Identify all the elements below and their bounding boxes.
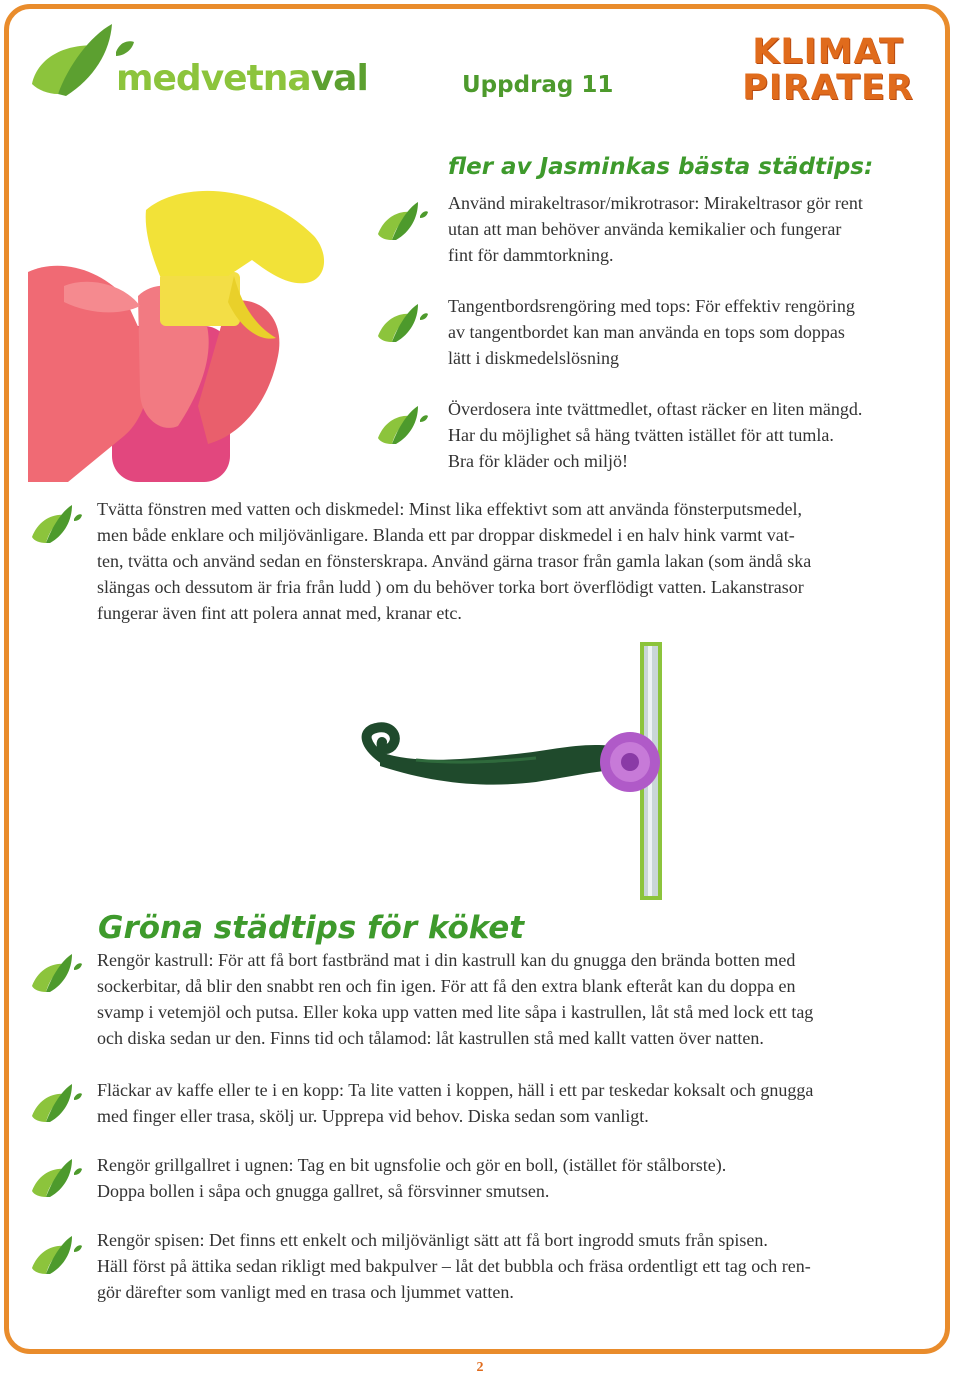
squeegee-icon [356, 636, 672, 906]
logo-line2: PIRATER [742, 68, 914, 108]
tip-line: ten, tvätta och använd sedan en fönsterskrapa. Använd gärna trasor från gamla lakan (som ändå ska [97, 551, 812, 571]
leaf-icon [376, 404, 428, 446]
tip-line: slängas och dessutom är fria från ludd ) om du behöver torka bort överflödigt vatten. Lakanstrasor [97, 577, 804, 597]
tip-line: sockerbitar, då blir den snabbt ren och fin igen. För att få den extra blank efteråt kan du doppa en [97, 976, 796, 996]
tip-saucepan [97, 947, 813, 1051]
tip-line: svamp i vetemjöl och putsa. Eller koka upp vatten med lite såpa i kastrullen, låt stå med lock ett tag [97, 1002, 814, 1022]
medvetnaval-logo [28, 22, 368, 102]
tip-line: Har du möjlighet så häng tvätten istället för att tumla. [448, 425, 834, 445]
tip-line: Rengör kastrull: För att få bort fastbränd mat i din kastrull kan du gnugga den brända botten med [97, 950, 796, 970]
logo-text-part1: medvetna [116, 58, 311, 99]
leaf-icon [30, 1082, 82, 1124]
leaf-icon [30, 1234, 82, 1276]
tip-line: gör därefter som vanligt med en trasa och ljummet vatten. [97, 1282, 514, 1302]
tip-line: lätt i diskmedelslösning [448, 348, 619, 368]
klimatpirater-logo [738, 30, 918, 108]
tip-line: Fläckar av kaffe eller te i en kopp: Ta lite vatten i koppen, häll i ett par teskedar koksalt och gnugga [97, 1080, 814, 1100]
tip-line: men både enklare och miljövänligare. Blanda ett par droppar diskmedel i en halv hink varmt vat- [97, 525, 795, 545]
tip-line: Doppa bollen i såpa och gnugga gallret, så försvinner smutsen. [97, 1181, 550, 1201]
tip-line: med finger eller trasa, skölj ur. Upprepa vid behov. Diska sedan som vanligt. [97, 1106, 649, 1126]
tip-line: Rengör spisen: Det finns ett enkelt och miljövänligt sätt att få bort ingrodd smuts från spisen. [97, 1230, 768, 1250]
tip-line: Överdosera inte tvättmedlet, oftast räcker en liten mängd. [448, 399, 863, 419]
section2-heading: Gröna städtips för köket [98, 910, 525, 946]
tip-microfiber [448, 190, 863, 268]
logo-line1: KLIMAT [752, 32, 904, 72]
tip-coffee-stains [97, 1077, 813, 1129]
leaf-icon [30, 503, 82, 545]
leaf-icon [376, 200, 428, 242]
logo-text [116, 58, 368, 99]
tip-line: av tangentbordet kan man använda en tops som doppas [448, 322, 845, 342]
leaf-icon [30, 1157, 82, 1199]
tip-line: fint för dammtorkning. [448, 245, 614, 265]
tip-stove [97, 1227, 811, 1305]
section1-heading: fler av Jasminkas bästa städtips: [448, 154, 874, 180]
tip-line: Använd mirakeltrasor/mikrotrasor: Mirakeltrasor gör rent [448, 193, 863, 213]
tip-line: Rengör grillgallret i ugnen: Tag en bit ugnsfolie och gör en boll, (istället för stålborste). [97, 1155, 727, 1175]
tip-keyboard [448, 293, 855, 371]
logo-text-part2: val [310, 58, 368, 99]
tip-line: utan att man behöver använda kemikalier och fungerar [448, 219, 842, 239]
leaf-icon [30, 952, 82, 994]
assignment-title: Uppdrag 11 [462, 72, 614, 98]
tip-line: fungerar även fint att polera annat med, kranar etc. [97, 603, 462, 623]
leaf-icon [376, 302, 428, 344]
page-number: 2 [476, 1360, 484, 1375]
tip-detergent [448, 396, 862, 474]
tip-windows [97, 496, 811, 626]
tip-line: Tangentbordsrengöring med tops: För effektiv rengöring [448, 296, 855, 316]
tip-grill-rack [97, 1152, 726, 1204]
tip-line: och diska sedan ur den. Finns tid och tålamod: låt kastrullen stå med kallt vatten över natten. [97, 1028, 764, 1048]
tip-line: Tvätta fönstren med vatten och diskmedel: Minst lika effektivt som att använda fönsterputsmedel, [97, 499, 802, 519]
tip-line: Häll först på ättika sedan rikligt med bakpulver – låt det bubbla och fräsa ordentligt ett tag och ren- [97, 1256, 811, 1276]
spray-bottle-icon [28, 176, 340, 482]
tip-line: Bra för kläder och miljö! [448, 451, 628, 471]
